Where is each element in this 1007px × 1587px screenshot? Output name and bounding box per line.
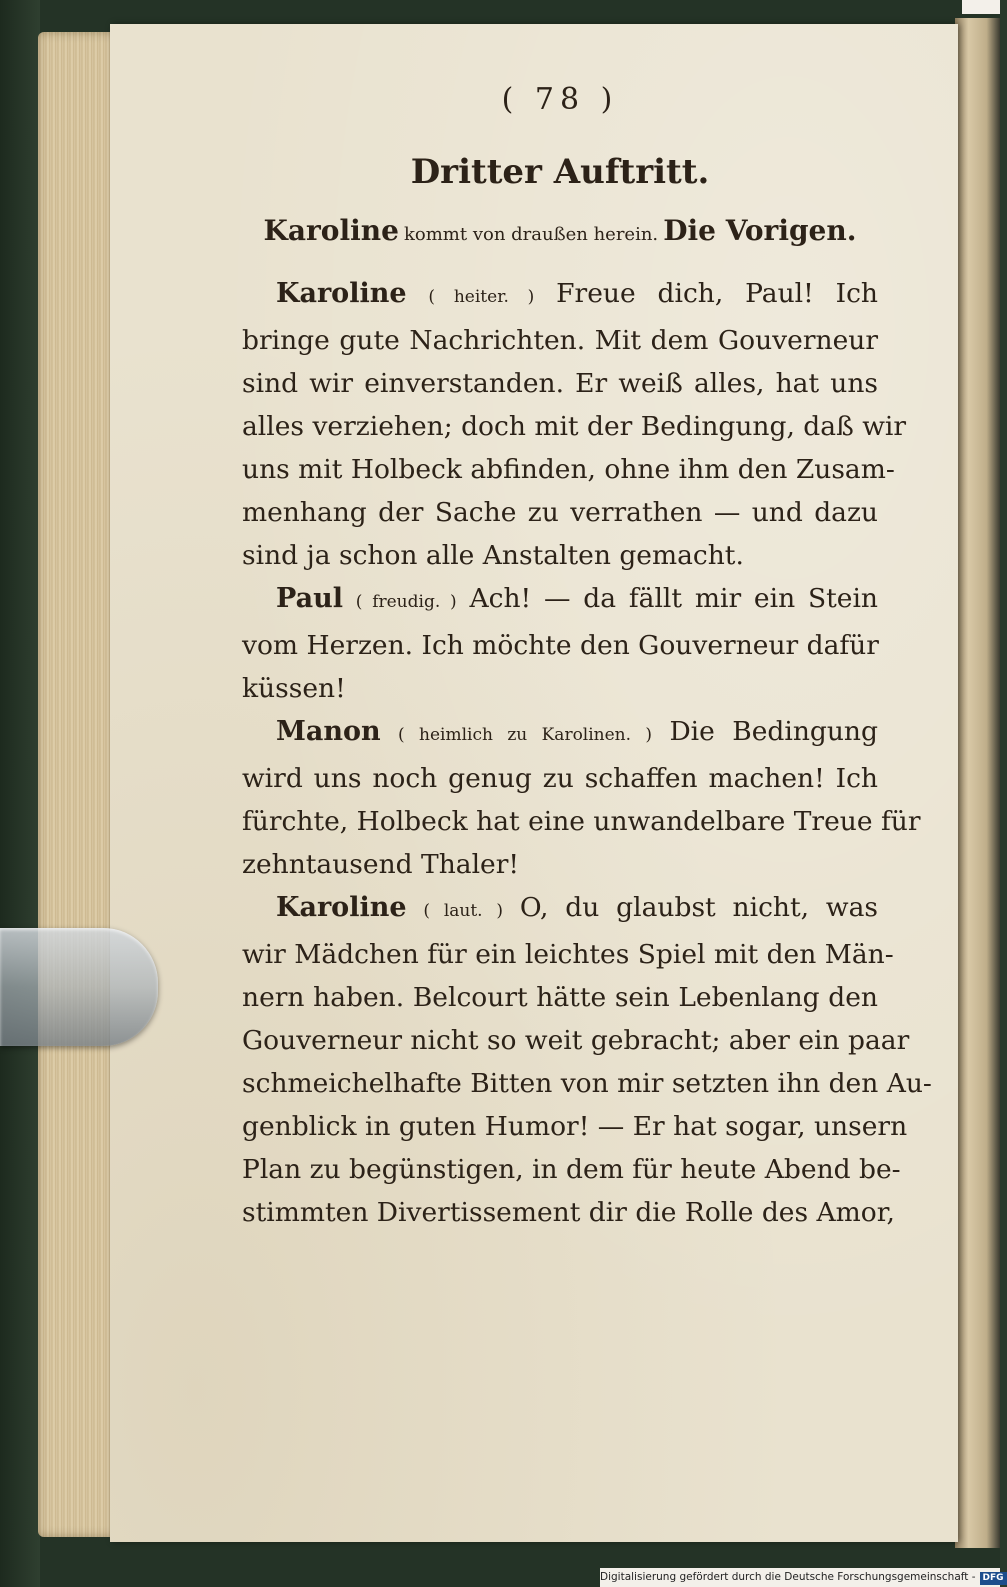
- dfg-logo: DFG: [980, 1572, 1007, 1585]
- stage-character: Karoline: [263, 214, 399, 247]
- speech-line: [242, 577, 878, 624]
- speech-block: [242, 710, 921, 886]
- speaker-direction: ( freudig. ): [355, 592, 457, 612]
- speech-line: genblick in guten Humor! — Er hat sogar, unsern: [242, 1111, 908, 1142]
- speech-line: [242, 272, 878, 319]
- speech-line: [242, 886, 878, 933]
- page-edges: [38, 32, 120, 1537]
- speaker-name: Paul: [276, 583, 343, 614]
- speech-line: fürchte, Holbeck hat eine unwandelbare Treue für: [242, 806, 921, 837]
- speech-line: stimmten Divertissement dir die Rolle des Amor,: [242, 1197, 895, 1228]
- speech-line: sind ja schon alle Anstalten gemacht.: [242, 540, 744, 571]
- speech-line: alles verziehen; doch mit der Bedingung, daß wir: [242, 411, 907, 442]
- speech-text: Die Bedingung: [669, 716, 878, 747]
- right-margin-strip: [962, 0, 1000, 14]
- speech-line: Plan zu begünstigen, in dem für heute Abend be-: [242, 1154, 901, 1185]
- speech-line: uns mit Holbeck abfinden, ohne ihm den Zusam-: [242, 454, 895, 485]
- speech-line: vom Herzen. Ich möchte den Gouverneur dafür: [242, 630, 879, 661]
- page-text: [242, 70, 932, 1234]
- speaker-name: Manon: [276, 716, 381, 747]
- speaker-direction: ( heimlich zu Karolinen. ): [398, 725, 653, 745]
- speech-line: Gouverneur nicht so weit gebracht; aber ein paar: [242, 1025, 910, 1056]
- page-number: ( 78 ): [501, 82, 619, 117]
- speaker-direction: ( heiter. ): [428, 287, 535, 307]
- footer-text: Digitalisierung gefördert durch die Deutsche Forschungsgemeinschaft -: [600, 1571, 976, 1583]
- speech-line: küssen!: [242, 673, 346, 704]
- footer-credit: [600, 1568, 1004, 1587]
- speech-line: zehntausend Thaler!: [242, 849, 520, 880]
- stage-direction: [242, 214, 878, 258]
- right-page-edge: [955, 18, 1000, 1548]
- speech-line: menhang der Sache zu verrathen — und dazu: [242, 497, 878, 528]
- speech-line: bringe gute Nachrichten. Mit dem Gouverneur: [242, 325, 878, 356]
- speech-text: Ach! — da fällt mir ein Stein: [469, 583, 878, 614]
- speech-line: wir Mädchen für ein leichtes Spiel mit den Män-: [242, 939, 894, 970]
- stage-action: kommt von draußen herein.: [403, 224, 659, 245]
- speech-text: Freue dich, Paul! Ich: [556, 278, 878, 309]
- speech-line: schmeichelhafte Bitten von mir setzten ihn den Au-: [242, 1068, 932, 1099]
- speech-block: [242, 577, 878, 710]
- stage-others: Die Vorigen.: [663, 214, 857, 247]
- scene-title: Dritter Auftritt.: [410, 152, 710, 192]
- speaker-direction: ( laut. ): [423, 901, 504, 921]
- speech-block: [242, 272, 907, 577]
- speech-line: [242, 710, 878, 757]
- speech-block: [242, 886, 932, 1234]
- speaker-name: Karoline: [276, 278, 407, 309]
- speech-text: O, du glaubst nicht, was: [519, 892, 878, 923]
- speech-line: wird uns noch genug zu schaffen machen! Ich: [242, 763, 878, 794]
- speech-line: nern haben. Belcourt hätte sein Lebenlang den: [242, 982, 878, 1013]
- speaker-name: Karoline: [276, 892, 407, 923]
- speech-line: sind wir einverstanden. Er weiß alles, hat uns: [242, 368, 878, 399]
- book-spine: [0, 0, 40, 1587]
- page-clip: [0, 928, 158, 1046]
